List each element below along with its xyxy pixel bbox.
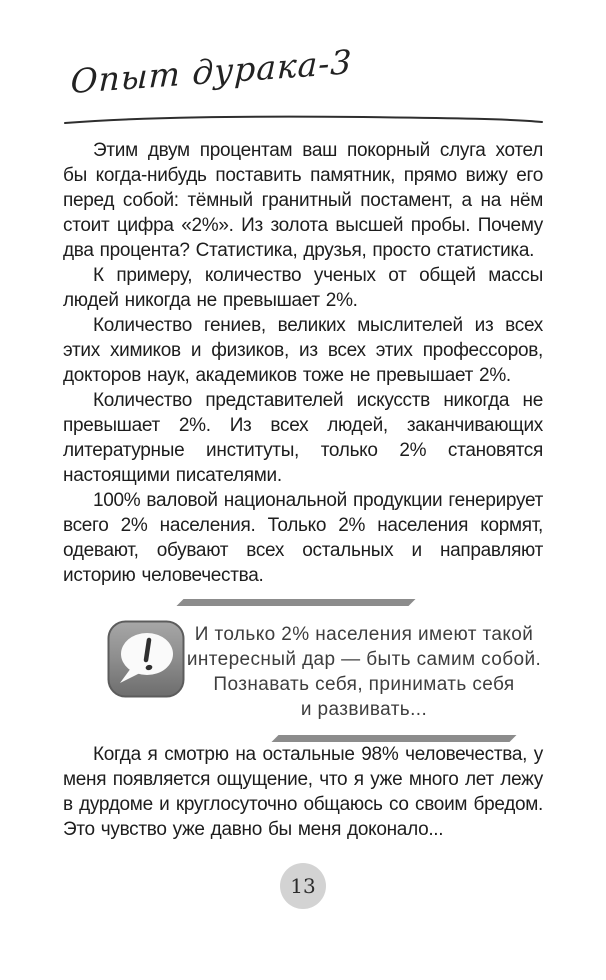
book-logo: Опыт дурака-3 — [70, 42, 354, 101]
logo-underline — [63, 110, 545, 128]
page-content — [63, 138, 543, 842]
callout-text — [185, 620, 543, 722]
body-paragraph: Количество представителей искусств никогда не превышает 2%. Из всех людей, заканчивающих литературные институты, только 2% становятся настоящими писателями. — [63, 390, 543, 486]
speech-bubble-exclamation-icon — [107, 620, 185, 698]
callout-rule-bottom — [272, 735, 517, 742]
body-paragraph: Когда я смотрю на остальные 98% человечества, у меня появляется ощущение, что я уже много лет лежу в дурдоме и круглосуточно общаюсь со своим бредом. Это чувство уже давно бы меня доконало... — [63, 744, 543, 840]
body-paragraph: К примеру, количество ученых от общей массы людей никогда не превышает 2%. — [63, 265, 543, 311]
callout-rule-top — [177, 599, 416, 606]
callout — [63, 620, 543, 722]
body-paragraph: 100% валовой национальной продукции генерирует всего 2% населения. Только 2% населения кормят, одевают, обувают всех остальных и направляют историю человечества. — [63, 490, 543, 586]
page-number-badge — [280, 863, 326, 909]
callout-line: и развивать... — [300, 699, 428, 720]
body-paragraph: Этим двум процентам ваш покорный слуга хотел бы когда-нибудь поставить памятник, прямо вижу его перед собой: тёмный гранитный постамент, а на нём стоит цифра «2%». Из золота высшей пробы. Почему два процента? Статистика, друзья, просто статистика. — [63, 140, 543, 261]
callout-line: И только 2% населения имеют такой — [194, 624, 534, 645]
callout-line: интересный дар — быть самим собой. — [186, 649, 542, 670]
body-paragraph: Количество гениев, великих мыслителей из всех этих химиков и физиков, из всех этих профессоров, докторов наук, академиков тоже не превышает 2%. — [63, 315, 543, 386]
callout-line: Познавать себя, принимать себя — [213, 674, 515, 695]
page-number: 13 — [290, 874, 316, 898]
